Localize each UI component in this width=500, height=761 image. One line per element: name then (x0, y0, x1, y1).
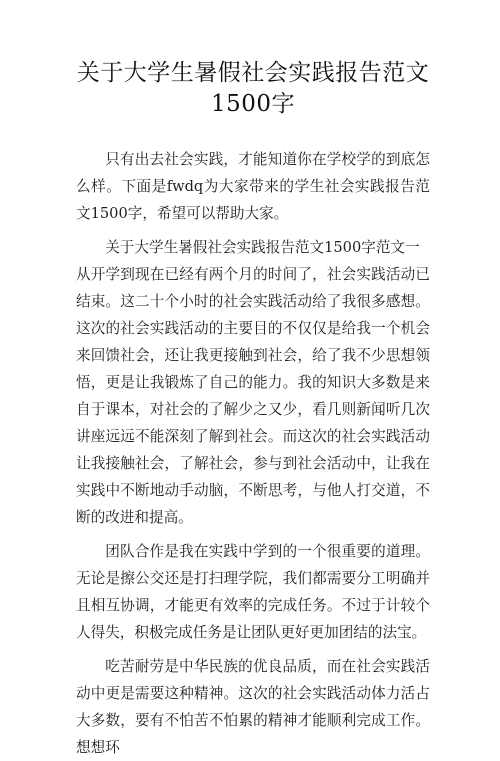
body-paragraph-1: 从开学到现在已经有两个月的时间了，社会实践活动已结束。这二十个小时的社会实践活动给了我很多感想。这次的社会实践活动的主要目的不仅仅是给我一个机会来回馈社会，还让我更接触到社会，给了我不少思想领悟，更是让我锻炼了自己的能力。我的知识大多数是来自于课本，对社会的了解少之又少，看几则新闻听几次讲座远远不能深刻了解到社会。而这次的社会实践活动让我接触社会，了解社会，参与到社会活动中，让我在实践中不断地动手动脑，不断思考，与他人打交道，不断的改进和提高。 (76, 266, 430, 526)
intro-paragraph: 只有出去社会实践，才能知道你在学校学的到底怎么样。下面是fwdq为大家带来的学生社会实践报告范文1500字，希望可以帮助大家。 (76, 151, 430, 222)
body-paragraph-3: 吃苦耐劳是中华民族的优良品质，而在社会实践活动中更是需要这种精神。这次的社会实践活动体力活占大多数，要有不怕苦不怕累的精神才能顺利完成工作。想想环 (76, 658, 430, 756)
document-body (76, 146, 430, 761)
section-heading: 关于大学生暑假社会实践报告范文1500字范文一 (105, 239, 420, 256)
body-paragraph-2: 团队合作是我在实践中学到的一个很重要的道理。无论是擦公交还是打扫理学院，我们都需要分工明确并且相互协调，才能更有效率的完成任务。不过于计较个人得失，积极完成任务是让团队更好更加团结的法宝。 (76, 543, 430, 641)
document-title: 关于大学生暑假社会实践报告范文1500字 (76, 60, 430, 117)
